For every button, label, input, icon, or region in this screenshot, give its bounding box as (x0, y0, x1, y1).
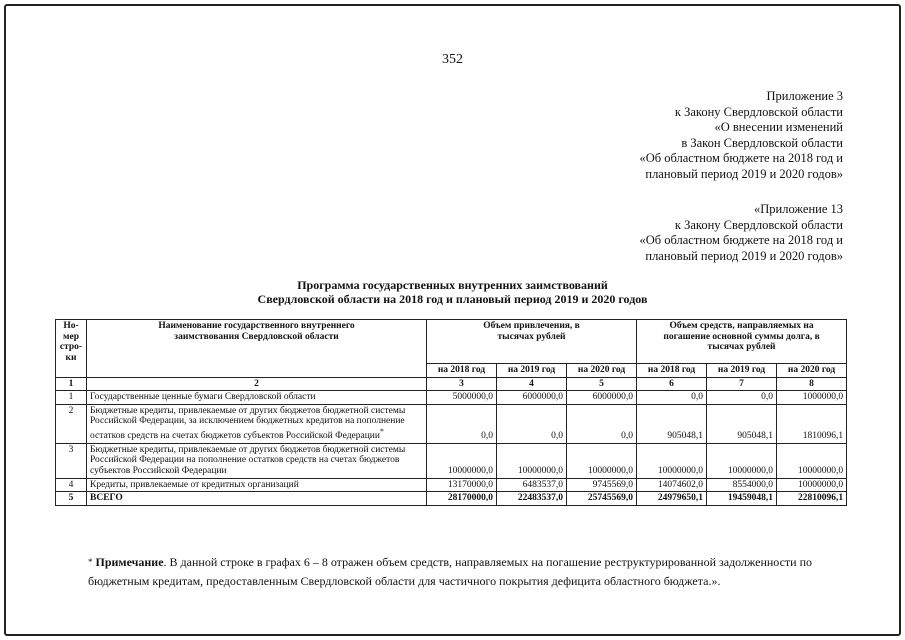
table-row (56, 391, 847, 405)
row-value: 9745569,0 (567, 478, 637, 492)
row-number: 3 (56, 443, 87, 478)
row-number: 5 (56, 492, 87, 506)
appendix-line: «О внесении изменений (714, 120, 843, 135)
row-value: 25745569,0 (567, 492, 637, 506)
row-name: Бюджетные кредиты, привлекаемые от других бюджетов бюджетной системы Российской Федерации, за исключением бюджетных кредитов на пополнение остатков средств на счетах бюджетов субъектов Российской Федерации (90, 405, 406, 442)
row-value: 905048,1 (637, 404, 707, 443)
title-line-2: Свердловской области на 2018 год и плановый период 2019 и 2020 годов (257, 292, 648, 306)
row-value: 0,0 (567, 404, 637, 443)
row-number: 2 (56, 404, 87, 443)
header-row-number: Но- мер стро- ки (56, 320, 87, 378)
row-value: 10000000,0 (777, 443, 847, 478)
column-index: 6 (637, 377, 707, 391)
column-index: 7 (707, 377, 777, 391)
appendix-line: Приложение 3 (766, 89, 843, 103)
footnote (88, 553, 848, 591)
row-number: 4 (56, 478, 87, 492)
document-title (0, 278, 905, 306)
row-value: 0,0 (637, 391, 707, 405)
header-year: на 2020 год (777, 364, 847, 378)
row-value: 8554000,0 (707, 478, 777, 492)
row-name-cell (87, 404, 427, 443)
table-row (56, 443, 847, 478)
column-index: 1 (56, 377, 87, 391)
row-value: 10000000,0 (777, 478, 847, 492)
footnote-star: * (88, 557, 93, 567)
title-line-1: Программа государственных внутренних заимствований (297, 278, 608, 292)
row-name: ВСЕГО (87, 492, 427, 506)
row-value: 10000000,0 (567, 443, 637, 478)
row-value: 10000000,0 (707, 443, 777, 478)
header-repayment-volume: Объем средств, направляемых на погашение основной суммы долга, в тысячах рублей (637, 320, 847, 364)
appendix-line: плановый период 2019 и 2020 годов» (645, 248, 843, 263)
row-name: Бюджетные кредиты, привлекаемые от других бюджетов бюджетной системы Российской Федерации на пополнение остатков средств на счетах бюджетов субъектов Российской Федерации (87, 443, 427, 478)
row-name: Государственные ценные бумаги Свердловской области (87, 391, 427, 405)
table-row (56, 478, 847, 492)
header-year: на 2018 год (427, 364, 497, 378)
footnote-text: . В данной строке в графах 6 – 8 отражен объем средств, направляемых на погашение реструктурированной задолженности по бюджетным кредитам, предоставленным Свердловской области для частичного покрытия дефицита областного бюджета.». (88, 555, 813, 588)
row-value: 24979650,1 (637, 492, 707, 506)
header-attraction-volume: Объем привлечения, в тысячах рублей (427, 320, 637, 364)
header-year: на 2019 год (497, 364, 567, 378)
row-value: 905048,1 (707, 404, 777, 443)
footnote-label: Примечание (95, 555, 164, 569)
row-value: 10000000,0 (427, 443, 497, 478)
appendix-line: в Закон Свердловской области (681, 135, 843, 150)
column-index: 8 (777, 377, 847, 391)
appendix-line: плановый период 2019 и 2020 годов» (645, 166, 843, 181)
header-year: на 2019 год (707, 364, 777, 378)
row-value: 19459048,1 (707, 492, 777, 506)
row-name: Кредиты, привлекаемые от кредитных организаций (87, 478, 427, 492)
table-row (56, 404, 847, 443)
appendix-line: к Закону Свердловской области (674, 217, 843, 232)
borrowing-table (55, 319, 847, 506)
row-value: 28170000,0 (427, 492, 497, 506)
appendix-line: «Об областном бюджете на 2018 год и (639, 151, 843, 166)
row-value: 5000000,0 (427, 391, 497, 405)
row-value: 10000000,0 (497, 443, 567, 478)
header-year: на 2018 год (637, 364, 707, 378)
total-row (56, 492, 847, 506)
row-value: 0,0 (497, 404, 567, 443)
row-value: 13170000,0 (427, 478, 497, 492)
column-index: 4 (497, 377, 567, 391)
row-value: 14074602,0 (637, 478, 707, 492)
row-value: 6000000,0 (567, 391, 637, 405)
page-number: 352 (442, 52, 463, 67)
column-index: 2 (87, 377, 427, 391)
column-index: 3 (427, 377, 497, 391)
row-value: 10000000,0 (637, 443, 707, 478)
appendix-line: к Закону Свердловской области (674, 104, 843, 119)
appendix-block-1 (639, 89, 843, 183)
header-borrowing-name: Наименование государственного внутреннего заимствования Свердловской области (87, 320, 427, 378)
row-value: 6000000,0 (497, 391, 567, 405)
appendix-block-2 (639, 202, 843, 264)
row-value: 22810096,1 (777, 492, 847, 506)
row-value: 0,0 (707, 391, 777, 405)
row-value: 6483537,0 (497, 478, 567, 492)
header-year: на 2020 год (567, 364, 637, 378)
column-index: 5 (567, 377, 637, 391)
row-value: 1000000,0 (777, 391, 847, 405)
row-number: 1 (56, 391, 87, 405)
row-value: 1810096,1 (777, 404, 847, 443)
row-value: 0,0 (427, 404, 497, 443)
row-value: 22483537,0 (497, 492, 567, 506)
appendix-line: «Об областном бюджете на 2018 год и (639, 233, 843, 248)
appendix-line: «Приложение 13 (754, 202, 843, 216)
column-index-row (56, 377, 847, 391)
footnote-mark: * (379, 426, 384, 436)
